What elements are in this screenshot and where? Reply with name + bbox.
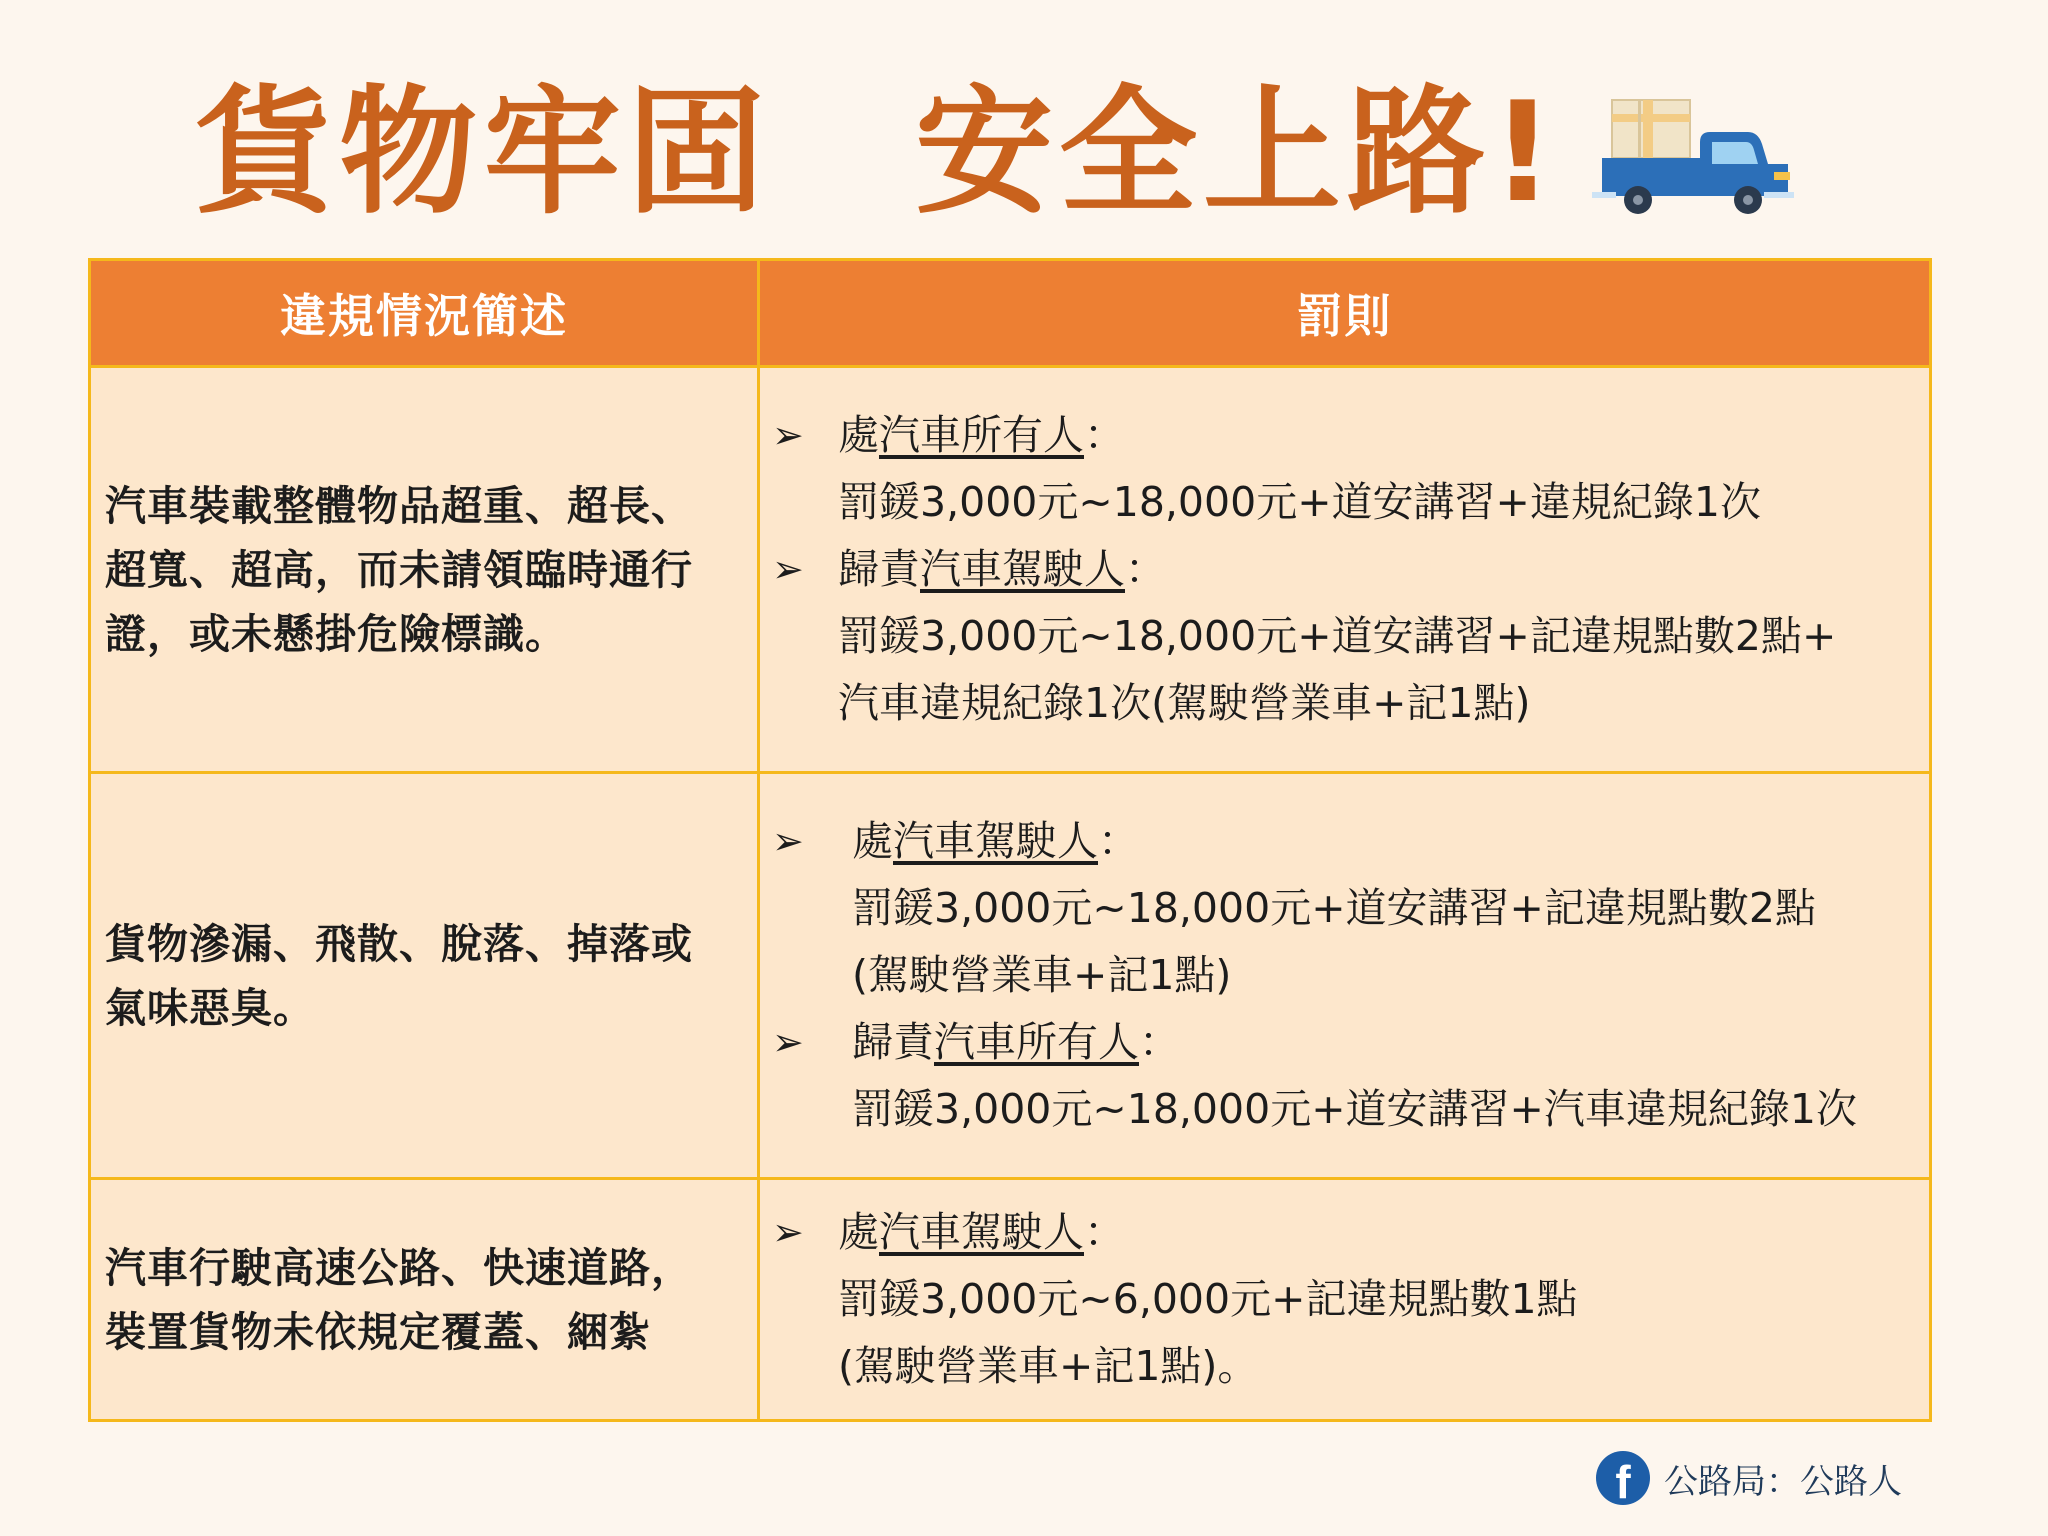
penalty-prefix: 處 [852,817,893,865]
penalty-detail: 罰鍰3,000元~18,000元+道安講習+汽車違規紀錄1次 [852,1085,1857,1133]
violation-description: 汽車行駛高速公路、快速道路， 裝置貨物未依規定覆蓋、綑紮 [90,1179,759,1421]
penalty-detail: 罰鍰3,000元~18,000元+道安講習+記違規點數2點 (駕駛營業車+記1點) [852,884,1816,999]
penalty-detail-row [772,469,1925,536]
penalty-cell [759,773,1931,1179]
facebook-icon[interactable]: f [1596,1451,1650,1505]
penalty-target: 汽車所有人 [934,1018,1139,1066]
penalty-detail-row [772,603,1925,737]
penalty-detail-row [772,875,1925,1009]
penalty-table [88,258,1932,1422]
penalty-item [772,808,1925,875]
penalty-prefix: 歸責 [852,1018,934,1066]
penalty-item [772,402,1925,469]
arrow-bullet-icon: ➢ [772,547,804,591]
arrow-bullet-icon: ➢ [772,819,804,863]
penalty-target: 汽車所有人 [879,411,1084,459]
table-row [90,367,1931,773]
penalty-cell [759,367,1931,773]
penalty-detail-row [772,1266,1925,1400]
penalty-detail: 罰鍰3,000元~6,000元+記違規點數1點 (駕駛營業車+記1點)。 [838,1275,1578,1390]
penalty-detail: 罰鍰3,000元~18,000元+道安講習+記違規點數2點+ 汽車違規紀錄1次(駕駛營業車+記1點) [838,612,1837,727]
penalty-item [772,536,1925,603]
penalty-detail-row [772,1076,1925,1143]
header-penalty: 罰則 [759,260,1931,367]
truck-icon [1588,92,1798,222]
penalty-detail: 罰鍰3,000元~18,000元+道安講習+違規紀錄1次 [838,478,1761,526]
table-row [90,773,1931,1179]
penalty-target: 汽車駕駛人 [879,1208,1084,1256]
arrow-bullet-icon: ➢ [772,1210,804,1254]
penalty-target: 汽車駕駛人 [893,817,1098,865]
footer-text: 公路局：公路人 [1664,1461,1902,1502]
violation-description: 貨物滲漏、飛散、脫落、掉落或 氣味惡臭。 [90,773,759,1179]
penalty-suffix: ： [1098,817,1139,865]
penalty-item [772,1009,1925,1076]
penalty-suffix: ： [1125,545,1166,593]
arrow-bullet-icon: ➢ [772,1020,804,1064]
penalty-prefix: 處 [838,1208,879,1256]
violation-description: 汽車裝載整體物品超重、超長、 超寬、超高，而未請領臨時通行 證，或未懸掛危險標識。 [90,367,759,773]
footer-credit [1596,1451,1902,1505]
arrow-bullet-icon: ➢ [772,413,804,457]
penalty-target: 汽車駕駛人 [920,545,1125,593]
table-row [90,1179,1931,1421]
penalty-item [772,1199,1925,1266]
penalty-prefix: 處 [838,411,879,459]
penalty-suffix: ： [1084,411,1125,459]
penalty-suffix: ： [1084,1208,1125,1256]
penalty-suffix: ： [1139,1018,1180,1066]
penalty-cell [759,1179,1931,1421]
penalty-prefix: 歸責 [838,545,920,593]
page-title: 貨物牢固 安全上路! [195,72,1560,233]
header-description: 違規情況簡述 [90,260,759,367]
